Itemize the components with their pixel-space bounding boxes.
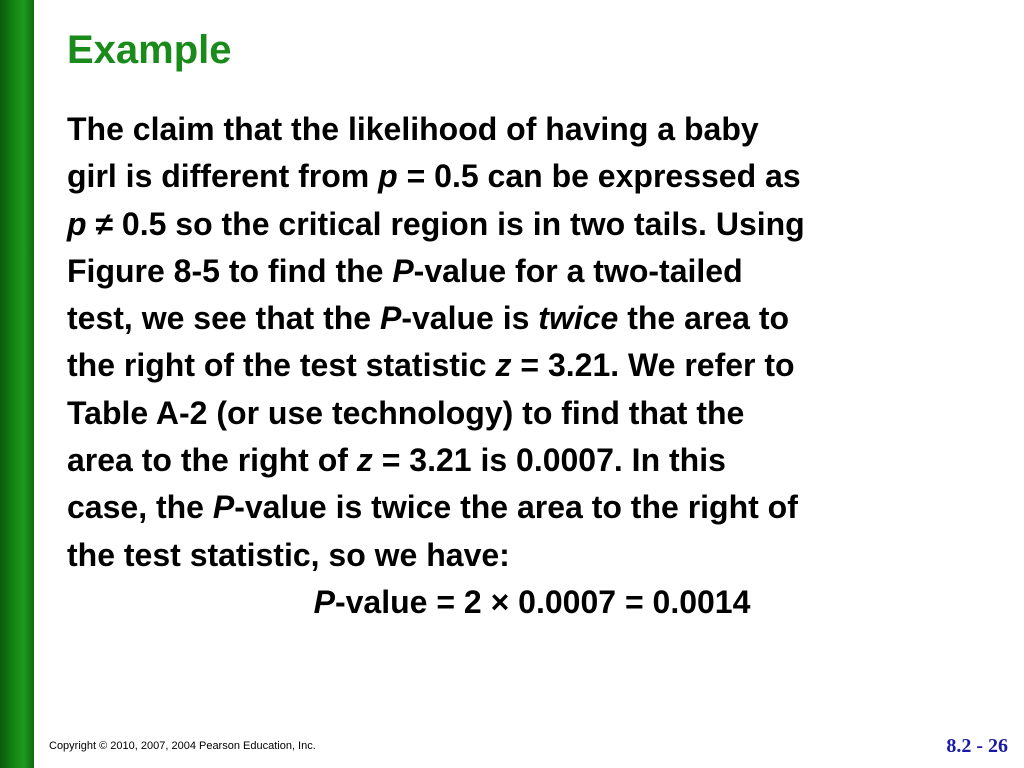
body-line	[67, 248, 997, 295]
text-segment: -value is	[401, 300, 539, 337]
body-line	[67, 484, 997, 531]
body-paragraph	[67, 106, 997, 579]
body-line	[67, 532, 997, 579]
italic-term: p	[67, 205, 87, 242]
text-segment: Figure 8-5 to find the	[67, 252, 393, 289]
page-number: 8.2 - 26	[946, 735, 1008, 757]
text-segment: test, we see that the	[67, 300, 380, 337]
body-line	[67, 106, 997, 153]
italic-term: P	[212, 489, 235, 526]
slide-title: Example	[67, 28, 232, 72]
italic-term: P	[392, 252, 414, 289]
p-value-result	[67, 579, 997, 626]
body-line	[67, 153, 997, 200]
text-segment: = 0.5 can be expressed as	[397, 158, 801, 195]
body-line	[67, 437, 997, 484]
text-segment: -value for a two-tailed	[413, 252, 743, 289]
body-line	[67, 201, 997, 248]
text-segment: case, the	[67, 489, 213, 526]
copyright-notice: Copyright © 2010, 2007, 2004 Pearson Education, Inc.	[49, 740, 316, 752]
italic-term: z	[356, 442, 373, 479]
italic-term: p	[378, 158, 398, 195]
text-segment: = 3.21. We refer to	[511, 347, 795, 384]
text-segment: the right of the test statistic	[67, 347, 496, 384]
text-segment: the area to	[618, 300, 790, 337]
text-segment: Table A-2 (or use technology) to find that the	[67, 394, 745, 431]
text-segment: girl is different from	[67, 158, 379, 195]
body-line	[67, 342, 997, 389]
text-segment: -value = 2 × 0.0007 = 0.0014	[334, 583, 751, 620]
text-segment: The claim that the likelihood of having a baby	[67, 111, 759, 147]
italic-term: twice	[538, 300, 619, 337]
body-line	[67, 295, 997, 342]
italic-term: z	[495, 347, 512, 384]
slide-body	[67, 106, 997, 626]
text-segment: the test statistic, so we have:	[67, 536, 510, 573]
text-segment: = 3.21 is 0.0007. In this	[372, 442, 726, 479]
text-segment: area to the right of	[67, 442, 357, 479]
text-segment: ≠ 0.5 so the critical region is in two tails. Using	[86, 205, 805, 242]
text-segment: -value is twice the area to the right of	[234, 489, 798, 526]
body-line	[67, 390, 997, 437]
side-accent-bar	[0, 0, 34, 768]
italic-term: P	[379, 300, 402, 337]
italic-term: P	[313, 583, 335, 620]
